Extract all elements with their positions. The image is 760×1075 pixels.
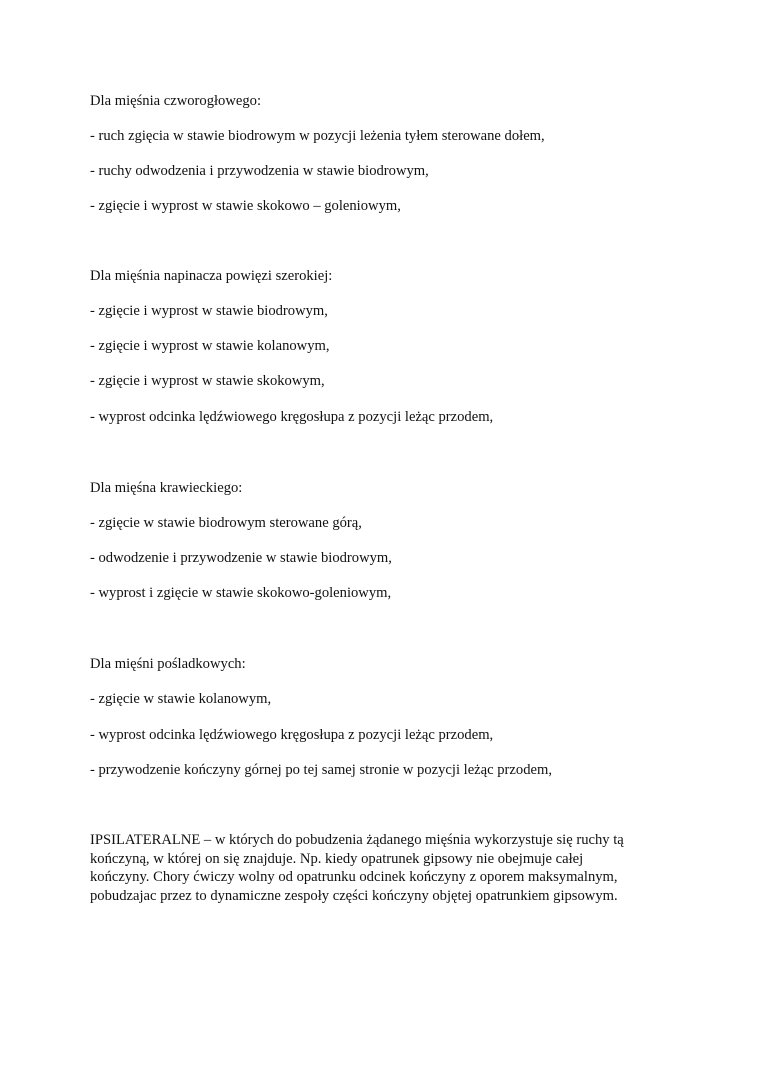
list-item: - zgięcie w stawie biodrowym sterowane górą, [90,515,362,531]
section-heading: Dla mięśni pośladkowych: [90,656,246,672]
list-item: - odwodzenie i przywodzenie w stawie biodrowym, [90,550,392,566]
section-heading: Dla mięśna krawieckiego: [90,480,243,496]
section-heading: Dla mięśnia czworogłowego: [90,93,262,109]
list-item: - wyprost odcinka lędźwiowego kręgosłupa z pozycji leżąc przodem, [90,409,494,425]
list-item: - zgięcie i wyprost w stawie skokowo – goleniowym, [90,198,401,214]
section-heading: Dla mięśnia napinacza powięzi szerokiej: [90,268,333,284]
list-item: - zgięcie w stawie kolanowym, [90,691,272,707]
list-item: - ruch zgięcia w stawie biodrowym w pozycji leżenia tyłem sterowane dołem, [90,128,545,144]
list-item: - zgięcie i wyprost w stawie biodrowym, [90,303,328,319]
list-item: - wyprost odcinka lędźwiowego kręgosłupa z pozycji leżąc przodem, [90,727,494,743]
list-item: - przywodzenie kończyny górnej po tej samej stronie w pozycji leżąc przodem, [90,762,552,778]
definition-paragraph [90,831,670,905]
list-item: - zgięcie i wyprost w stawie kolanowym, [90,338,330,354]
list-item: - ruchy odwodzenia i przywodzenia w stawie biodrowym, [90,163,429,179]
list-item: - zgięcie i wyprost w stawie skokowym, [90,373,325,389]
paragraph-line: pobudzajac przez to dynamiczne zespoły części kończyny objętej opatrunkiem gipsowym. [90,887,618,904]
list-item: - wyprost i zgięcie w stawie skokowo-goleniowym, [90,585,392,601]
paragraph-line: kończyną, w której on się znajduje. Np. kiedy opatrunek gipsowy nie obejmuje całej [90,850,584,867]
paragraph-line: kończyny. Chory ćwiczy wolny od opatrunku odcinek kończyny z oporem maksymalnym, [90,869,618,885]
paragraph-line: IPSILATERALNE – w których do pobudzenia żądanego mięśnia wykorzystuje się ruchy tą [90,832,624,848]
